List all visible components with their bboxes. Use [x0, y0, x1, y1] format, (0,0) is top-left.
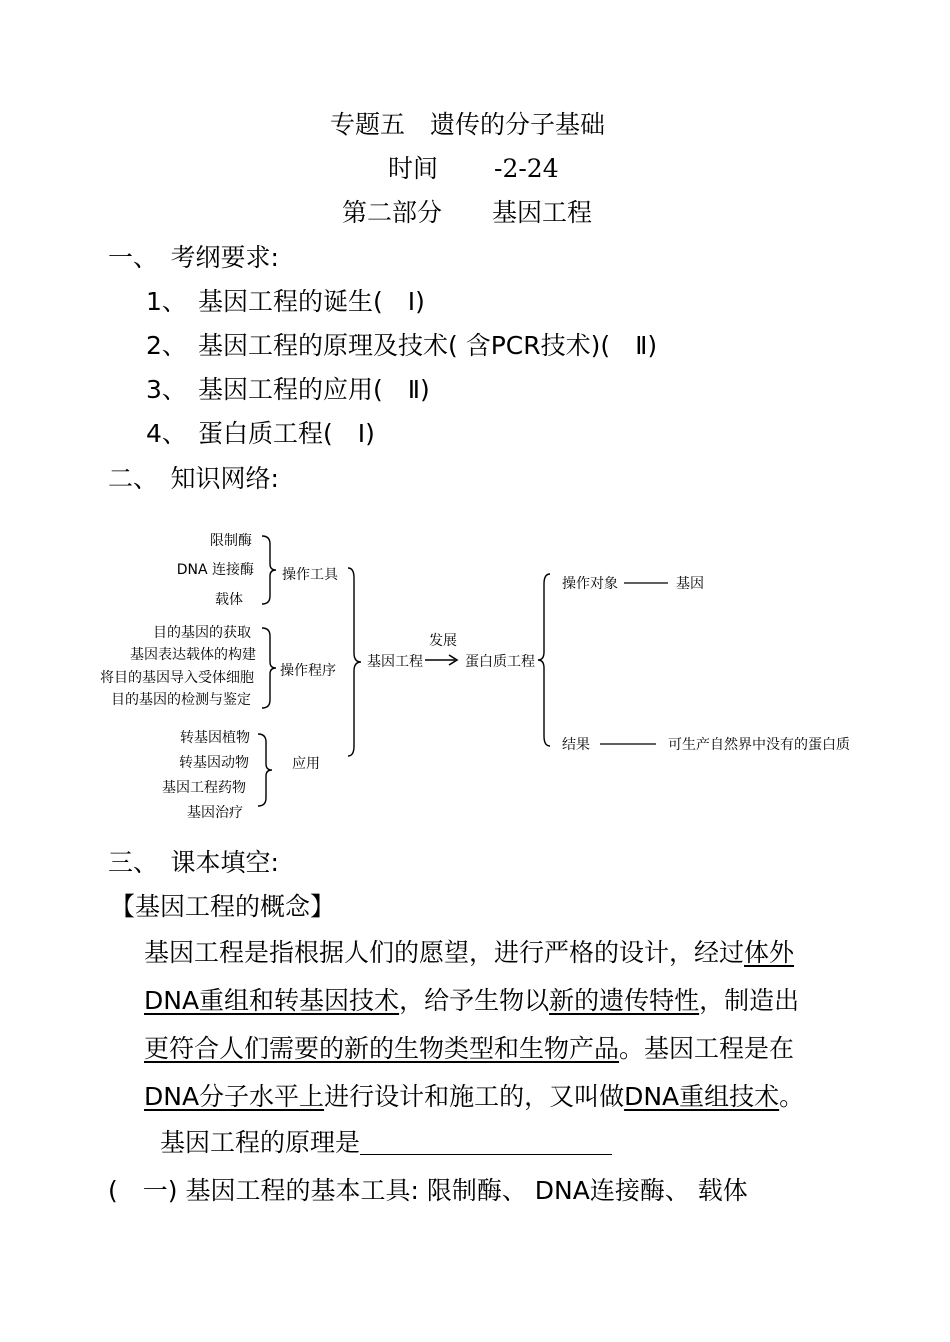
tool-item: DNA 连接酶 — [176, 562, 254, 578]
object-label: 操作对象 — [562, 576, 618, 592]
application-item: 转基因植物 — [180, 730, 250, 746]
procedure-item: 目的基因的检测与鉴定 — [111, 692, 251, 708]
procedure-label: 操作程序 — [280, 663, 336, 679]
principle-text: 基因工程的原理是 — [160, 1128, 361, 1157]
requirement-num: 4、 — [146, 419, 187, 448]
principle-line — [160, 1130, 612, 1155]
requirement-num: 3、 — [146, 375, 187, 404]
paragraph-line — [144, 988, 799, 1013]
protein-label: 蛋白质工程 — [465, 654, 535, 670]
procedure-brace — [262, 628, 276, 708]
tool-item: 限制酶 — [210, 533, 252, 549]
result-value: 可生产自然界中没有的蛋白质 — [668, 737, 850, 753]
requirement-text: 基因工程的诞生( Ⅰ) — [198, 287, 425, 316]
principle-blank[interactable] — [360, 1132, 612, 1155]
concept-title: 【基因工程的概念】 — [110, 892, 336, 921]
paragraph-text: ，给予生物以 — [399, 986, 550, 1015]
paragraph-text: 进行设计和施工的，又叫做 — [324, 1082, 625, 1111]
paragraph-text: 。 — [779, 1082, 805, 1111]
paragraph-line — [144, 1084, 804, 1109]
application-label: 应用 — [292, 756, 320, 772]
requirement-text: 蛋白质工程( Ⅰ) — [198, 419, 375, 448]
right-brace — [538, 574, 550, 746]
underlined-answer: 新的遗传特性 — [549, 986, 700, 1015]
arrow-label: 发展 — [429, 633, 457, 649]
application-brace — [258, 734, 272, 806]
requirement-text: 基因工程的应用( Ⅱ) — [198, 375, 430, 404]
application-item: 转基因动物 — [179, 755, 249, 771]
object-value: 基因 — [676, 576, 704, 592]
underlined-answer: 体外 — [744, 938, 795, 967]
application-item: 基因治疗 — [187, 805, 243, 821]
part-title: 第二部分 基因工程 — [342, 198, 593, 227]
underlined-answer: DNA分子水平上 — [144, 1082, 325, 1111]
requirement-num: 1、 — [146, 287, 187, 316]
procedure-item: 目的基因的获取 — [153, 625, 251, 641]
paragraph-text: ，制造出 — [699, 986, 800, 1015]
time-value: -2-24 — [494, 154, 559, 183]
underlined-answer: DNA重组和转基因技术 — [144, 986, 400, 1015]
center-label: 基因工程 — [367, 654, 423, 670]
paragraph-line — [144, 940, 794, 965]
section-heading-requirements: 一、 考纲要求: — [108, 243, 279, 272]
page-title: 专题五 遗传的分子基础 — [330, 110, 606, 139]
procedure-item: 基因表达载体的构建 — [130, 647, 256, 663]
time-label: 时间 — [388, 154, 439, 183]
paragraph-text: 基因工程是指根据人们的愿望，进行严格的设计，经过 — [144, 938, 745, 967]
main-brace — [348, 568, 361, 756]
paragraph-text: 。基因工程是在 — [619, 1034, 795, 1063]
section-heading-fill-blanks: 三、 课本填空: — [108, 848, 279, 877]
requirement-text: 基因工程的原理及技术( 含PCR技术)( Ⅱ) — [198, 331, 658, 360]
application-item: 基因工程药物 — [162, 780, 246, 796]
tools-brace — [262, 536, 276, 604]
underlined-answer: DNA重组技术 — [624, 1082, 780, 1111]
result-label: 结果 — [562, 737, 590, 753]
paragraph-line — [144, 1036, 794, 1061]
underlined-answer: 更符合人们需要的新的生物类型和生物产品 — [144, 1034, 620, 1063]
procedure-item: 将目的基因导入受体细胞 — [100, 670, 254, 686]
requirement-num: 2、 — [146, 331, 187, 360]
section-heading-knowledge-network: 二、 知识网络: — [108, 464, 279, 493]
tools-line: ( 一) 基因工程的基本工具: 限制酶、 DNA连接酶、 载体 — [108, 1176, 748, 1205]
tool-item: 载体 — [215, 592, 243, 608]
tools-label: 操作工具 — [282, 567, 338, 583]
